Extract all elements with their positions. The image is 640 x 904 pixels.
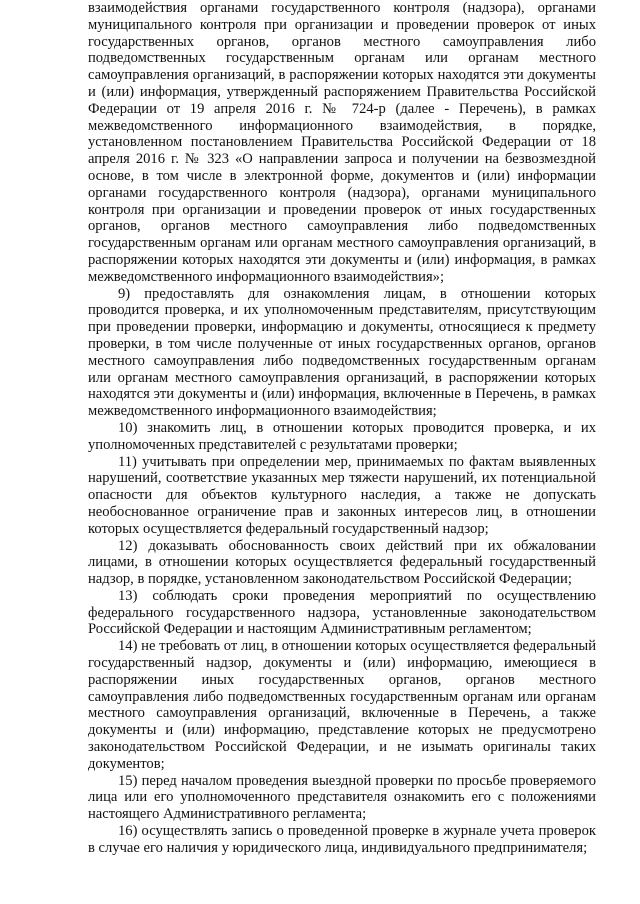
paragraph-16: 16) осуществлять запись о проведенной проверке в журнале учета проверок в случае его наличия у юридического лица, индивидуального предпринимателя; <box>88 823 596 856</box>
paragraph-13: 13) соблюдать сроки проведения мероприятий по осуществлению федерального государственного надзора, установленные законодательством Российской Федерации и настоящим Административным регламентом; <box>88 587 596 638</box>
paragraph-12: 12) доказывать обоснованность своих действий при их обжаловании лицами, в отношении которых осуществляется федеральный государственный надзор, в порядке, установленном законодательством Российской Федерации; <box>88 537 596 588</box>
paragraph-11: 11) учитывать при определении мер, принимаемых по фактам выявленных нарушений, соответствие указанных мер тяжести нарушений, их потенциальной опасности для объектов культурного наследия, а также не допускать необоснованное ограничение прав и законных интересов лиц, в отношении которых осуществляется федеральный государственный надзор; <box>88 453 596 537</box>
paragraph-9: 9) предоставлять для ознакомления лицам, в отношении которых проводится проверка, и их уполномоченным представителям, присутствующим при проведении проверки, информацию и документы, относящиеся к предмету проверки, в том числе полученные от иных государственных органов, органов местного самоуправления либо подведомственных государственным органам или органам местного самоуправления организаций, в распоряжении которых находятся эти документы и (или) информация, включенные в Перечень, в рамках межведомственного информационного взаимодействия; <box>88 285 596 420</box>
paragraph-8-continuation: взаимодействия органами государственного контроля (надзора), органами муниципального контроля при организации и проведении проверок от иных государственных органов, органов местного самоуправления либо подведомственных государственным органам или органам местного самоуправления организаций, в распоряжении которых находятся эти документы и (или) информация, утвержденный распоряжением Правительства Российской Федерации от 19 апреля 2016 г. № 724-р (далее - Перечень), в рамках межведомственного информационного взаимодействия, в порядке, установленном постановлением Правительства Российской Федерации от 18 апреля 2016 г. № 323 «О направлении запроса и получении на безвозмездной основе, в том числе в электронной форме, документов и (или) информации органами государственного контроля (надзора), органами муниципального контроля при организации и проведении проверок от иных государственных органов, органов местного самоуправления либо подведомственных государственным органам или органам местного самоуправления организаций, в распоряжении которых находятся эти документы и (или) информация, в рамках межведомственного информационного взаимодействия»; <box>88 0 596 285</box>
paragraph-10: 10) знакомить лиц, в отношении которых проводится проверка, и их уполномоченных представителей с результатами проверки; <box>88 419 596 453</box>
paragraph-15: 15) перед началом проведения выездной проверки по просьбе проверяемого лица или его уполномоченного представителя ознакомить его с положениями настоящего Административного регламента; <box>88 772 596 823</box>
paragraph-14: 14) не требовать от лиц, в отношении которых осуществляется федеральный государственный надзор, документы и (или) информацию, имеющиеся в распоряжении иных государственных органов, органов местного самоуправления либо подведомственных государственным органам или органам местного самоуправления организаций, включенные в Перечень, а также документы и (или) информацию, представление которых не предусмотрено законодательством Российской Федерации, и не изымать оригиналы таких документов; <box>88 638 596 772</box>
document-page <box>88 0 596 857</box>
